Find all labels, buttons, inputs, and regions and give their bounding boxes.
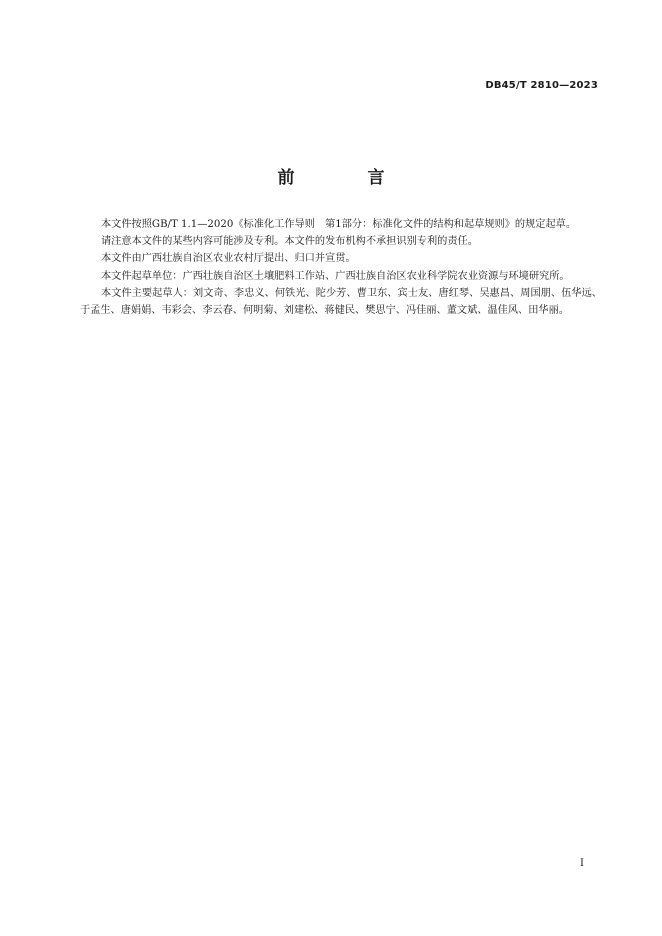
page-title: 前 言 xyxy=(277,168,413,188)
document-code: DB45/T 2810—2023 xyxy=(485,80,598,91)
paragraph-drafters: 本文件主要起草人：刘文奇、李忠义、何铁光、陀少芳、曹卫东、宾士友、唐红琴、吴惠昌、周国朋、伍华远、于孟生、唐娟娟、韦彩会、李云春、何明菊、刘建松、蒋健民、樊思宁、冯佳丽、董文斌、温佳风、田华丽。 xyxy=(80,287,602,317)
paragraph-patent-notice: 请注意本文件的某些内容可能涉及专利。本文件的发布机构不承担识别专利的责任。 xyxy=(101,236,478,248)
document-body xyxy=(80,216,602,319)
paragraph-standard-basis: 本文件按照GB/T 1.1—2020《标准化工作导则 第1部分：标准化文件的结构和起草规则》的规定起草。 xyxy=(101,219,577,230)
page-number: I xyxy=(580,858,584,869)
paragraph-proposer: 本文件由广西壮族自治区农业农村厅提出、归口并宣贯。 xyxy=(101,253,356,265)
paragraph-drafting-units: 本文件起草单位：广西壮族自治区土壤肥料工作站、广西壮族自治区农业科学院农业资源与环境研究所。 xyxy=(101,270,570,282)
